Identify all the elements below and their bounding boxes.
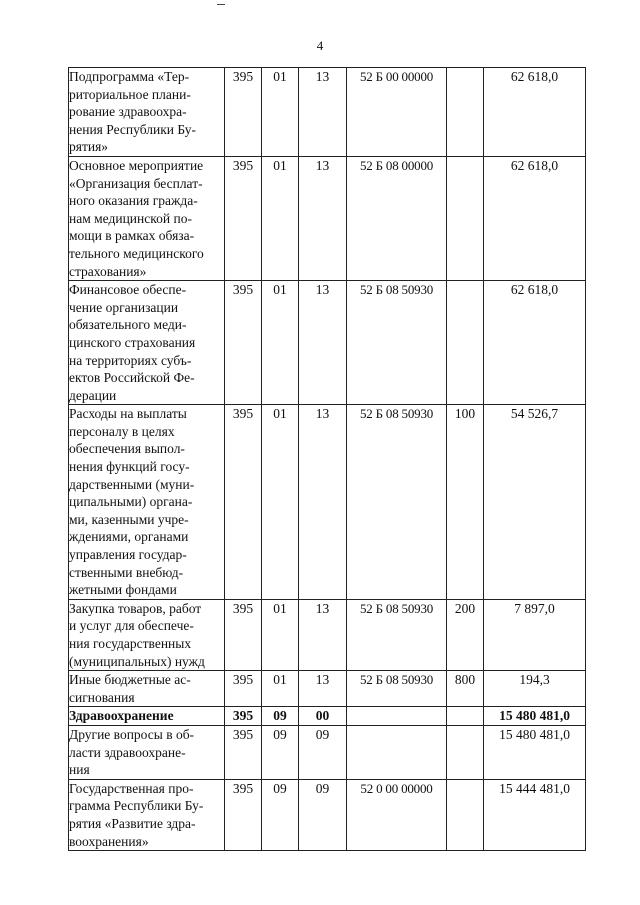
expense-type-code-cell	[447, 707, 484, 726]
expense-type-code-cell: 200	[447, 599, 484, 670]
page-number: 4	[316, 38, 324, 53]
amount-cell: 15 480 481,0	[484, 707, 586, 726]
item-name-line: и услуг для обеспече-	[69, 618, 194, 634]
target-article-code-cell	[347, 707, 447, 726]
expense-type-code-cell	[447, 725, 484, 779]
item-name-line: ми, казенными учре-	[69, 511, 189, 527]
item-name-line: ного оказания гражда-	[69, 193, 198, 209]
item-name-line: (муниципальных) нужд	[69, 653, 205, 669]
table-row	[69, 725, 586, 779]
table-row	[69, 779, 586, 850]
item-name-cell	[69, 405, 225, 600]
table-row	[69, 707, 586, 726]
item-name-line: управления государ-	[69, 547, 187, 563]
subsection-code-cell: 13	[299, 405, 347, 600]
amount-cell: 194,3	[484, 671, 586, 707]
ministry-code-cell: 395	[225, 156, 262, 280]
expense-type-code-cell	[447, 281, 484, 405]
item-name-line: дарственными (муни-	[69, 476, 195, 492]
item-name-line: рятия»	[69, 139, 109, 155]
section-code-cell: 01	[262, 405, 299, 600]
item-name-line: ственными внебюд-	[69, 564, 184, 580]
amount-cell: 54 526,7	[484, 405, 586, 600]
subsection-code-cell: 09	[299, 725, 347, 779]
target-article-code-cell: 52 Б 08 50930	[347, 405, 447, 600]
item-name-cell	[69, 599, 225, 670]
item-name-line: «Организация бесплат-	[69, 175, 203, 191]
table-row	[69, 68, 586, 157]
item-name-line: жетными фондами	[69, 582, 177, 598]
section-code-cell: 01	[262, 156, 299, 280]
amount-cell: 15 480 481,0	[484, 725, 586, 779]
item-name-line: грамма Республики Бу-	[69, 798, 204, 814]
item-name-line: Закупка товаров, работ	[69, 600, 202, 616]
item-name-line: сигнования	[69, 689, 135, 705]
section-code-cell: 01	[262, 671, 299, 707]
item-name-line: обязательного меди-	[69, 317, 187, 333]
item-name-line: ния	[69, 762, 90, 778]
item-name-line: чение организации	[69, 299, 179, 315]
ministry-code-cell: 395	[225, 779, 262, 850]
target-article-code-cell: 52 Б 00 00000	[347, 68, 447, 157]
table-row	[69, 599, 586, 670]
section-code-cell: 01	[262, 281, 299, 405]
subsection-code-cell: 13	[299, 281, 347, 405]
expense-type-code-cell	[447, 156, 484, 280]
item-name-cell	[69, 725, 225, 779]
item-name-line: Иные бюджетные ас-	[69, 672, 191, 688]
ministry-code-cell: 395	[225, 599, 262, 670]
amount-cell: 62 618,0	[484, 281, 586, 405]
item-name-line: ектов Российской Фе-	[69, 370, 195, 386]
item-name-line: Финансовое обеспе-	[69, 282, 187, 298]
ministry-code-cell: 395	[225, 68, 262, 157]
item-name-line: ния государственных	[69, 636, 192, 651]
table-row	[69, 671, 586, 707]
item-name-line: нам медицинской по-	[69, 210, 192, 226]
target-article-code-cell: 52 0 00 00000	[347, 779, 447, 850]
amount-cell: 15 444 481,0	[484, 779, 586, 850]
expense-type-code-cell: 800	[447, 671, 484, 707]
amount-cell: 62 618,0	[484, 156, 586, 280]
ministry-code-cell: 395	[225, 671, 262, 707]
table-row	[69, 405, 586, 600]
item-name-line: риториальное плани-	[69, 86, 191, 102]
item-name-cell	[69, 707, 225, 726]
item-name-line: цинского страхования	[69, 334, 196, 350]
target-article-code-cell: 52 Б 08 50930	[347, 671, 447, 707]
item-name-line: ласти здравоохране-	[69, 744, 186, 760]
ministry-code-cell: 395	[225, 405, 262, 600]
item-name-line: Государственная про-	[69, 780, 194, 796]
item-name-cell	[69, 156, 225, 280]
subsection-code-cell: 13	[299, 156, 347, 280]
item-name-line: на территориях субъ-	[69, 352, 192, 368]
item-name-line: воохранения»	[69, 833, 149, 849]
item-name-line: рование здравоохра-	[69, 104, 187, 120]
table-row	[69, 281, 586, 405]
item-name-line: Расходы на выплаты	[69, 406, 187, 422]
subsection-code-cell: 13	[299, 68, 347, 157]
item-name-line: Основное мероприятие	[69, 157, 204, 173]
expense-type-code-cell: 100	[447, 405, 484, 600]
expense-type-code-cell	[447, 68, 484, 157]
item-name-line: ципальными) органа-	[69, 494, 193, 510]
item-name-line: страхования»	[69, 263, 147, 279]
target-article-code-cell: 52 Б 08 50930	[347, 599, 447, 670]
item-name-line: нения Республики Бу-	[69, 121, 197, 137]
item-name-line: Здравоохранение	[69, 708, 174, 724]
expense-type-code-cell	[447, 779, 484, 850]
scan-mark	[217, 4, 225, 5]
ministry-code-cell: 395	[225, 725, 262, 779]
subsection-code-cell: 13	[299, 599, 347, 670]
section-code-cell: 09	[262, 779, 299, 850]
item-name-line: нения функций госу-	[69, 459, 190, 475]
target-article-code-cell	[347, 725, 447, 779]
item-name-line: мощи в рамках обяза-	[69, 228, 195, 244]
item-name-line: рятия «Развитие здра-	[69, 815, 196, 831]
target-article-code-cell: 52 Б 08 50930	[347, 281, 447, 405]
item-name-cell	[69, 281, 225, 405]
target-article-code-cell: 52 Б 08 00000	[347, 156, 447, 280]
ministry-code-cell: 395	[225, 281, 262, 405]
section-code-cell: 09	[262, 707, 299, 726]
section-code-cell: 09	[262, 725, 299, 779]
subsection-code-cell: 09	[299, 779, 347, 850]
item-name-cell	[69, 779, 225, 850]
item-name-cell	[69, 68, 225, 157]
subsection-code-cell: 00	[299, 707, 347, 726]
subsection-code-cell: 13	[299, 671, 347, 707]
item-name-line: персоналу в целях	[69, 423, 175, 439]
section-code-cell: 01	[262, 68, 299, 157]
item-name-line: тельного медицинского	[69, 245, 204, 261]
item-name-line: дерации	[69, 387, 117, 403]
amount-cell: 62 618,0	[484, 68, 586, 157]
section-code-cell: 01	[262, 599, 299, 670]
item-name-cell	[69, 671, 225, 707]
table-row	[69, 156, 586, 280]
item-name-line: обеспечения выпол-	[69, 441, 185, 457]
item-name-line: ждениями, органами	[69, 529, 189, 545]
budget-table	[68, 67, 586, 851]
ministry-code-cell: 395	[225, 707, 262, 726]
item-name-line: Другие вопросы в об-	[69, 726, 195, 742]
amount-cell: 7 897,0	[484, 599, 586, 670]
item-name-line: Подпрограмма «Тер-	[69, 69, 190, 84]
